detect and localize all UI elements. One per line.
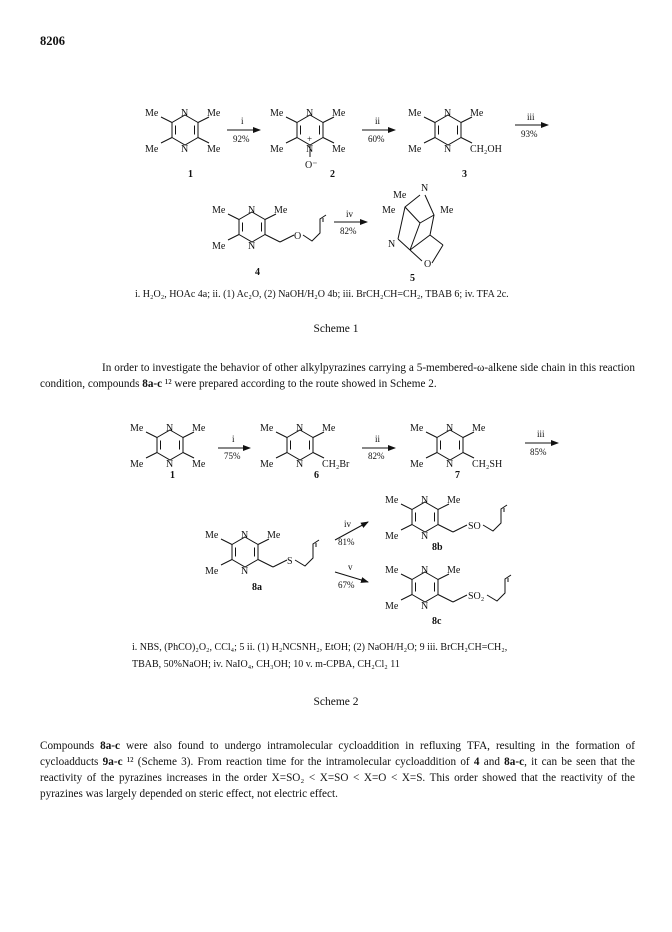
svg-text:Me: Me [447, 495, 461, 506]
svg-text:Me: Me [145, 108, 159, 119]
svg-text:+: + [307, 134, 313, 144]
svg-text:93%: 93% [521, 129, 538, 139]
svg-text:Me: Me [260, 423, 274, 434]
svg-text:N: N [296, 459, 304, 470]
svg-text:SO: SO [468, 521, 481, 532]
svg-text:Me: Me [385, 531, 399, 542]
svg-text:Me: Me [408, 144, 422, 155]
compound-8c-structure [385, 565, 511, 612]
compound-7-label: 7 [455, 470, 460, 481]
paragraph-2: Compounds 8a-c were also found to undergo intramolecular cycloaddition in refluxing TFA, resulting in the formation of cycloadducts 9a-c ¹² (Scheme 3). From reaction time for the intramolecular cycloaddition of 4 and 8a-c, it can be seen that the reactivity of the pyrazines increases in the order X=SO₂ < X=SO < X=O < X=S. This order showed that the reactivity of the pyrazines was largely depended on steric effect, not electric effect. [40, 740, 636, 800]
compound-2-label: 2 [330, 169, 335, 180]
svg-text:O: O [424, 259, 432, 270]
svg-text:67%: 67% [338, 580, 355, 590]
svg-text:75%: 75% [224, 451, 241, 461]
svg-text:N: N [421, 531, 429, 542]
scheme-2-reagents-line-2: TBAB, 50%NaOH; iv. NaIO₄, CH₃OH; 10 v. m-CPBA, CH₂Cl₂ 11 [132, 659, 400, 670]
svg-text:81%: 81% [338, 537, 355, 547]
svg-text:iii: iii [527, 112, 535, 122]
svg-text:N: N [421, 565, 429, 576]
svg-text:Me: Me [332, 144, 346, 155]
svg-text:Me: Me [447, 565, 461, 576]
svg-text:N: N [181, 144, 189, 155]
svg-text:Me: Me [270, 144, 284, 155]
compound-8c-label: 8c [432, 616, 442, 627]
scheme-2-diagram [0, 412, 672, 637]
compound-5-label: 5 [410, 273, 415, 284]
svg-text:Me: Me [130, 459, 144, 470]
svg-text:N: N [446, 423, 454, 434]
svg-text:Me: Me [470, 108, 484, 119]
svg-text:Me: Me [270, 108, 284, 119]
scheme-1-caption: Scheme 1 [313, 323, 359, 335]
scheme-2-reagents-line-1: i. NBS, (PhCO)₂O₂, CCl₄; 5 ii. (1) H₂NCSNH₂, EtOH; (2) NaOH/H₂O; 9 iii. BrCH₂CH=CH₂, [132, 642, 508, 653]
svg-text:N: N [296, 423, 304, 434]
scheme-2-compound-1-label: 1 [170, 470, 175, 481]
svg-text:Me: Me [393, 190, 407, 201]
svg-text:N: N [248, 241, 256, 252]
svg-text:Me: Me [260, 459, 274, 470]
svg-text:Me: Me [385, 601, 399, 612]
svg-text:i: i [241, 116, 244, 126]
page-number: 8206 [40, 34, 65, 48]
svg-text:iv: iv [344, 519, 352, 529]
svg-text:Me: Me [145, 144, 159, 155]
svg-text:Me: Me [274, 205, 288, 216]
scheme-1-diagram [0, 95, 672, 285]
compound-1-label: 1 [188, 169, 193, 180]
svg-text:CH₂SH: CH₂SH [472, 459, 503, 470]
svg-text:Me: Me [332, 108, 346, 119]
svg-text:92%: 92% [233, 134, 250, 144]
compound-4-label: 4 [255, 267, 260, 278]
svg-text:N: N [241, 566, 249, 577]
svg-text:Me: Me [410, 423, 424, 434]
svg-text:ii: ii [375, 434, 381, 444]
svg-text:i: i [232, 434, 235, 444]
svg-text:N: N [166, 423, 174, 434]
svg-text:Me: Me [130, 423, 144, 434]
svg-text:Me: Me [267, 530, 281, 541]
compound-8b-structure [385, 495, 507, 542]
svg-text:N: N [241, 530, 249, 541]
svg-text:S: S [287, 556, 293, 567]
compound-1-structure [145, 108, 221, 155]
compound-8a-label: 8a [252, 582, 262, 593]
scheme-2-compound-1-structure [130, 423, 206, 470]
svg-text:N: N [248, 205, 256, 216]
scheme-2-caption: Scheme 2 [313, 696, 359, 708]
svg-text:85%: 85% [530, 447, 547, 457]
svg-text:82%: 82% [368, 451, 385, 461]
compound-6-structure [260, 423, 350, 470]
svg-text:N: N [421, 495, 429, 506]
svg-text:N: N [444, 144, 452, 155]
svg-text:Me: Me [382, 205, 396, 216]
compound-2-structure [270, 108, 346, 171]
svg-text:Me: Me [322, 423, 336, 434]
compound-3-label: 3 [462, 169, 467, 180]
compound-8a-structure [205, 530, 319, 577]
svg-text:Me: Me [212, 205, 226, 216]
svg-text:N: N [444, 108, 452, 119]
svg-text:Me: Me [205, 530, 219, 541]
svg-text:iii: iii [537, 429, 545, 439]
svg-text:O: O [294, 231, 302, 242]
compound-7-structure [410, 423, 502, 470]
svg-text:Me: Me [408, 108, 422, 119]
svg-text:Me: Me [192, 423, 206, 434]
svg-text:N: N [306, 144, 314, 155]
svg-text:Me: Me [472, 423, 486, 434]
svg-text:Me: Me [385, 565, 399, 576]
svg-text:iv: iv [346, 209, 354, 219]
svg-text:N: N [306, 108, 314, 119]
svg-text:Me: Me [205, 566, 219, 577]
compound-5-structure [382, 183, 454, 270]
compound-8b-label: 8b [432, 542, 443, 553]
svg-text:Me: Me [440, 205, 454, 216]
svg-text:N: N [421, 601, 429, 612]
compound-4-structure [212, 205, 326, 252]
svg-text:Me: Me [207, 108, 221, 119]
svg-text:Me: Me [192, 459, 206, 470]
svg-text:N: N [446, 459, 454, 470]
scheme-1-reagents: i. H₂O₂, HOAc 4a; ii. (1) Ac₂O, (2) NaOH/H₂O 4b; iii. BrCH₂CH=CH₂, TBAB 6; iv. TFA 2c. [135, 289, 509, 300]
svg-text:O⁻: O⁻ [305, 160, 318, 171]
svg-text:Me: Me [410, 459, 424, 470]
svg-text:82%: 82% [340, 226, 357, 236]
svg-text:N: N [421, 183, 429, 194]
svg-text:ii: ii [375, 116, 381, 126]
svg-text:v: v [348, 562, 353, 572]
compound-6-label: 6 [314, 470, 319, 481]
svg-text:SO₂: SO₂ [468, 591, 485, 602]
paragraph-1: In order to investigate the behavior of other alkylpyrazines carrying a 5-membered-ω-alkene side chain in this reaction condition, compounds 8a-c ¹² were prepared according to the route showed in Scheme 2. [40, 362, 635, 390]
svg-text:N: N [166, 459, 174, 470]
svg-text:CH₂OH: CH₂OH [470, 144, 502, 155]
svg-text:Me: Me [207, 144, 221, 155]
svg-text:Me: Me [212, 241, 226, 252]
svg-text:N: N [181, 108, 189, 119]
svg-text:Me: Me [385, 495, 399, 506]
compound-3-structure [408, 108, 502, 155]
svg-text:N: N [388, 239, 396, 250]
svg-text:CH₂Br: CH₂Br [322, 459, 350, 470]
svg-text:60%: 60% [368, 134, 385, 144]
